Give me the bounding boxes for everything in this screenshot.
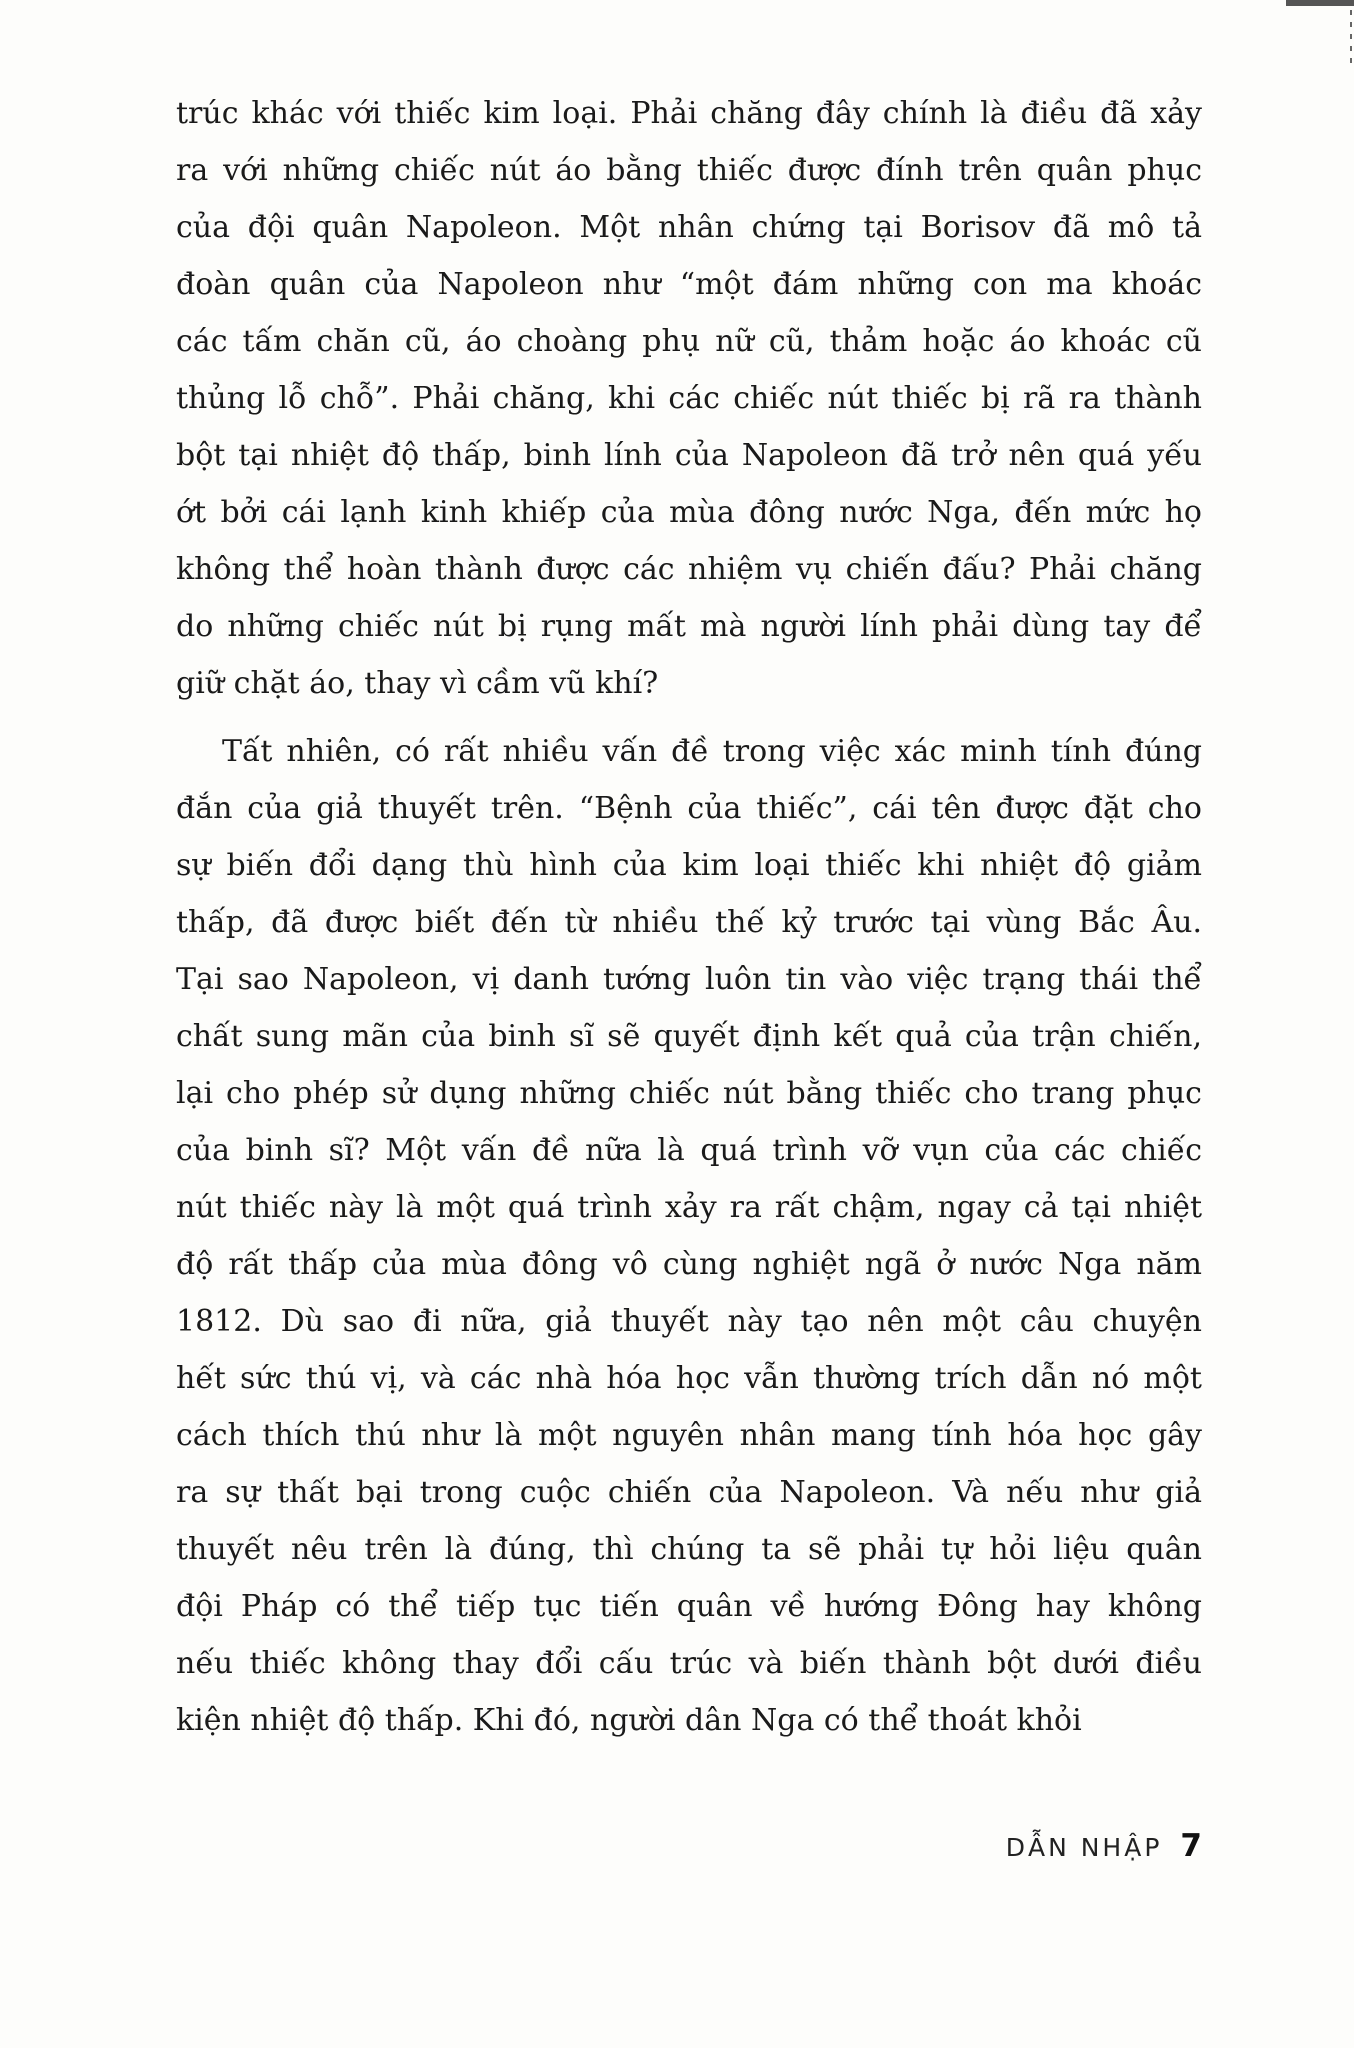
page-number: 7 bbox=[1180, 1828, 1202, 1864]
text-line: giữ chặt áo, thay vì cầm vũ khí? bbox=[176, 666, 659, 701]
text-line: cách thích thú như là một nguyên nhân mang tính hóa học gây bbox=[176, 1418, 1202, 1453]
body-text bbox=[176, 85, 1202, 1749]
text-line: ra với những chiếc nút áo bằng thiếc được đính trên quân phục bbox=[176, 153, 1202, 188]
text-line: lại cho phép sử dụng những chiếc nút bằng thiếc cho trang phục bbox=[176, 1076, 1202, 1111]
text-line: 1812. Dù sao đi nữa, giả thuyết này tạo nên một câu chuyện bbox=[176, 1304, 1202, 1339]
text-line: ớt bởi cái lạnh kinh khiếp của mùa đông nước Nga, đến mức họ bbox=[176, 495, 1202, 530]
text-line: kiện nhiệt độ thấp. Khi đó, người dân Nga có thể thoát khỏi bbox=[176, 1703, 1082, 1738]
text-line: thủng lỗ chỗ”. Phải chăng, khi các chiếc nút thiếc bị rã ra thành bbox=[176, 381, 1202, 416]
paragraph-2 bbox=[176, 723, 1202, 1749]
text-line: chất sung mãn của binh sĩ sẽ quyết định kết quả của trận chiến, bbox=[176, 1019, 1202, 1054]
text-line: thấp, đã được biết đến từ nhiều thế kỷ trước tại vùng Bắc Âu. bbox=[176, 905, 1202, 940]
text-line: độ rất thấp của mùa đông vô cùng nghiệt ngã ở nước Nga năm bbox=[176, 1247, 1202, 1282]
text-line: ra sự thất bại trong cuộc chiến của Napoleon. Và nếu như giả bbox=[176, 1475, 1202, 1510]
text-line: thuyết nêu trên là đúng, thì chúng ta sẽ phải tự hỏi liệu quân bbox=[176, 1532, 1202, 1567]
text-line: bột tại nhiệt độ thấp, binh lính của Napoleon đã trở nên quá yếu bbox=[176, 438, 1202, 473]
text-line: các tấm chăn cũ, áo choàng phụ nữ cũ, thảm hoặc áo khoác cũ bbox=[176, 324, 1202, 359]
scan-edge-dots bbox=[1350, 10, 1352, 70]
text-line: sự biến đổi dạng thù hình của kim loại thiếc khi nhiệt độ giảm bbox=[176, 848, 1202, 883]
text-line: của đội quân Napoleon. Một nhân chứng tại Borisov đã mô tả bbox=[176, 210, 1202, 245]
text-line: do những chiếc nút bị rụng mất mà người lính phải dùng tay để bbox=[176, 609, 1202, 644]
text-line: không thể hoàn thành được các nhiệm vụ chiến đấu? Phải chăng bbox=[176, 552, 1202, 587]
text-line: của binh sĩ? Một vấn đề nữa là quá trình vỡ vụn của các chiếc bbox=[176, 1133, 1202, 1168]
text-line: đắn của giả thuyết trên. “Bệnh của thiếc”, cái tên được đặt cho bbox=[176, 791, 1202, 826]
text-line: đội Pháp có thể tiếp tục tiến quân về hướng Đông hay không bbox=[176, 1589, 1202, 1624]
text-line: đoàn quân của Napoleon như “một đám những con ma khoác bbox=[176, 267, 1202, 302]
text-line: nếu thiếc không thay đổi cấu trúc và biến thành bột dưới điều bbox=[176, 1646, 1202, 1681]
text-line: hết sức thú vị, và các nhà hóa học vẫn thường trích dẫn nó một bbox=[176, 1361, 1202, 1396]
text-line: Tất nhiên, có rất nhiều vấn đề trong việc xác minh tính đúng bbox=[222, 734, 1202, 769]
page-footer bbox=[1006, 1828, 1202, 1864]
text-line: trúc khác với thiếc kim loại. Phải chăng đây chính là điều đã xảy bbox=[176, 96, 1202, 131]
scan-edge-mark bbox=[1286, 0, 1354, 6]
paragraph-1 bbox=[176, 85, 1202, 712]
text-line: Tại sao Napoleon, vị danh tướng luôn tin vào việc trạng thái thể bbox=[176, 962, 1202, 997]
text-line: nút thiếc này là một quá trình xảy ra rất chậm, ngay cả tại nhiệt bbox=[176, 1190, 1202, 1225]
section-title: DẪN NHẬP bbox=[1005, 1833, 1163, 1862]
